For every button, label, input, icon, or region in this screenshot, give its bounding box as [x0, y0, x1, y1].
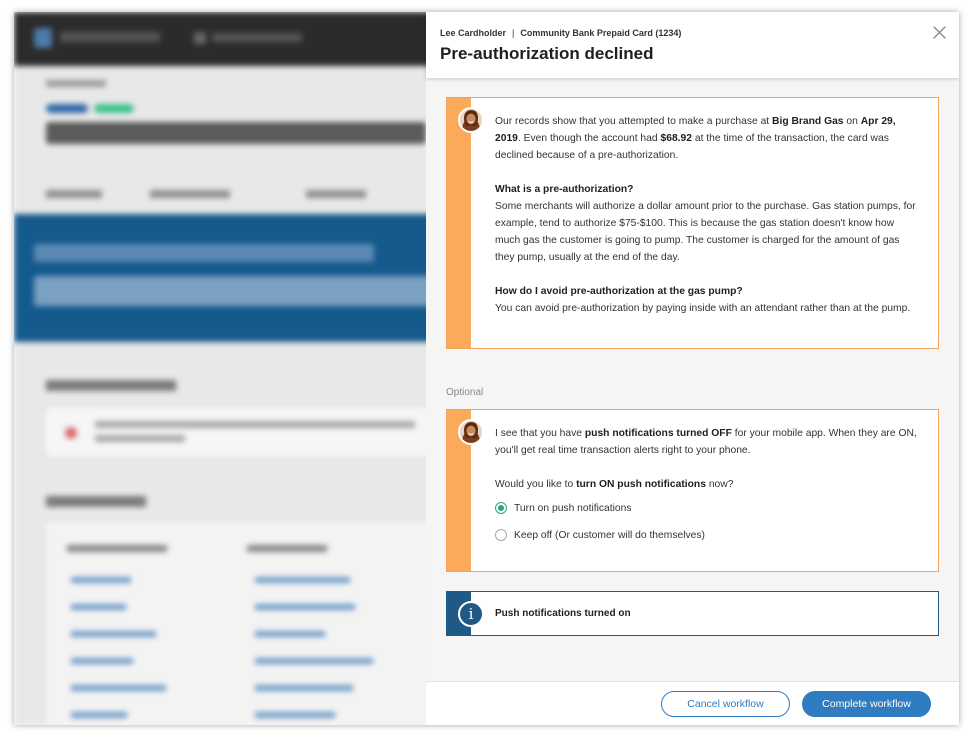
card-name: Community Bank Prepaid Card (1234) — [520, 28, 682, 38]
info-icon: i — [458, 601, 484, 627]
agent-avatar — [458, 107, 484, 133]
transaction-date: Apr 29, 2019 — [495, 116, 896, 144]
background-page-title — [46, 122, 426, 144]
close-icon[interactable] — [932, 25, 947, 40]
agent-avatar — [458, 419, 484, 445]
faq-heading-avoid: How do I avoid pre-authorization at the gas pump? — [495, 286, 743, 297]
push-status: push notifications turned OFF — [584, 428, 732, 439]
background-alert-card — [44, 406, 444, 458]
background-app — [14, 12, 434, 725]
modal-footer — [426, 681, 959, 725]
radio-button-unchecked[interactable] — [495, 529, 507, 541]
workflow-modal — [426, 12, 959, 725]
faq-body-preauth: Some merchants will authorize a dollar amount prior to the purchase. Gas station pumps, for example, tend to authorize $75-$100. This is because the gas station doesn't know how much gas the customer is going to pump. The customer is charged for the amount of gas they pump, usually at the end of the day. — [495, 201, 916, 263]
faq-body-avoid: You can avoid pre-authorization by paying inside with an attendant rather than at the pump. — [495, 303, 911, 314]
decline-explanation-text — [495, 113, 918, 317]
modal-title: Pre-authorization declined — [440, 44, 654, 63]
app-window — [14, 12, 959, 725]
push-question: Would you like to turn ON push notifications now? — [495, 479, 734, 490]
merchant-name: Big Brand Gas — [772, 116, 844, 127]
breadcrumb-separator: | — [512, 28, 515, 38]
background-page — [14, 66, 434, 725]
optional-section-label: Optional — [446, 387, 484, 398]
breadcrumb — [440, 28, 681, 38]
modal-header — [426, 12, 959, 78]
background-search-hero — [14, 214, 434, 342]
push-notification-card — [446, 409, 939, 572]
push-notification-text — [495, 425, 918, 544]
background-topbar — [14, 12, 434, 66]
card-accent-strip — [447, 98, 471, 348]
radio-option-turn-on[interactable] — [495, 499, 918, 517]
decline-explanation-card — [446, 97, 939, 349]
info-banner-text: Push notifications turned on — [495, 608, 631, 619]
complete-workflow-button[interactable]: Complete workflow — [802, 691, 931, 717]
radio-option-keep-off[interactable] — [495, 526, 918, 544]
info-banner — [446, 591, 939, 636]
decline-summary: Our records show that you attempted to make a purchase at Big Brand Gas on Apr 29, 2019. Even though the account had $68.92 at the time of the transaction, the card was declined because of a pre-authorization. — [495, 116, 896, 161]
cancel-workflow-button[interactable]: Cancel workflow — [661, 691, 790, 717]
cardholder-name: Lee Cardholder — [440, 28, 507, 38]
push-status-message: I see that you have push notifications turned OFF for your mobile app. When they are ON, you'll get real time transaction alerts right to your phone. — [495, 428, 917, 456]
radio-option-label: Turn on push notifications — [514, 502, 632, 514]
radio-button-checked[interactable] — [495, 502, 507, 514]
radio-option-label: Keep off (Or customer will do themselves) — [514, 529, 705, 541]
background-logo — [34, 28, 52, 48]
background-workflow-table — [44, 520, 444, 725]
faq-heading-preauth: What is a pre-authorization? — [495, 184, 634, 195]
account-balance: $68.92 — [660, 133, 692, 144]
